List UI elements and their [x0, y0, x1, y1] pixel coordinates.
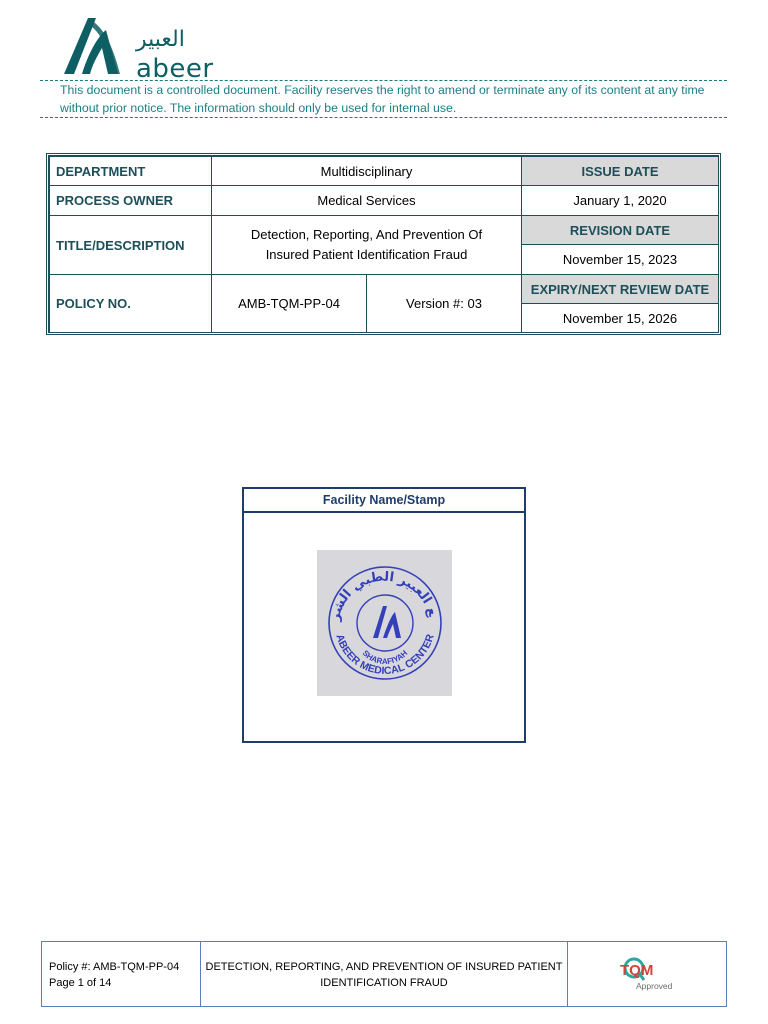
- expiry-date-label: EXPIRY/NEXT REVIEW DATE: [522, 275, 719, 304]
- issue-date-value: January 1, 2020: [522, 186, 719, 216]
- process-owner-value: Medical Services: [212, 186, 522, 216]
- tqm-logo-text: TQM: [620, 962, 654, 979]
- abeer-logo: [58, 14, 228, 84]
- footer-policy-cell: [42, 942, 201, 1006]
- footer-title: DETECTION, REPORTING, AND PREVENTION OF INSURED PATIENT IDENTIFICATION FRAUD: [201, 942, 568, 1006]
- revision-date-label: REVISION DATE: [522, 216, 719, 245]
- stamp-location-text: SHARAFIYAH: [360, 648, 410, 667]
- stamp-seal-icon: [317, 550, 452, 696]
- version-value: Version #: 03: [367, 275, 522, 333]
- policy-no-label: POLICY NO.: [50, 275, 212, 333]
- stamp-english-text: ABEER MEDICAL CENTER: [333, 632, 437, 678]
- abeer-logo-mark-icon: [58, 14, 126, 76]
- logo-english-text: abeer: [136, 54, 214, 84]
- department-value: Multidisciplinary: [212, 157, 522, 186]
- expiry-date-value: November 15, 2026: [522, 304, 719, 333]
- facility-stamp-image: [317, 550, 452, 696]
- facility-stamp-heading: Facility Name/Stamp: [244, 489, 524, 513]
- footer-page-number: Page 1 of 14: [49, 977, 112, 989]
- process-owner-label: PROCESS OWNER: [50, 186, 212, 216]
- facility-stamp-box: [242, 487, 526, 743]
- revision-date-value: November 15, 2023: [522, 245, 719, 275]
- tqm-approved-logo-icon: [568, 942, 726, 1006]
- document-info-table: [46, 153, 721, 335]
- policy-no-value: AMB-TQM-PP-04: [212, 275, 367, 333]
- svg-text:ABEER MEDICAL CENTER: [333, 632, 436, 677]
- header-divider-bottom: [40, 117, 727, 118]
- logo-arabic-text: العبير: [136, 27, 185, 52]
- stamp-arabic-text: ع العبير الطبي الشر: [327, 569, 441, 623]
- issue-date-label: ISSUE DATE: [522, 157, 719, 186]
- page-footer: [41, 941, 727, 1007]
- footer-logo-cell: [568, 942, 726, 1006]
- title-value: Detection, Reporting, And Prevention Of Insured Patient Identification Fraud: [212, 216, 522, 275]
- footer-policy-number: Policy #: AMB-TQM-PP-04: [49, 961, 180, 973]
- department-label: DEPARTMENT: [50, 157, 212, 186]
- tqm-approved-text: Approved: [636, 981, 673, 991]
- controlled-document-notice: This document is a controlled document. Facility reserves the right to amend or terminate any of its content at any time without prior notice. The information should only be used for internal use.: [60, 83, 705, 115]
- svg-text:مجمع العبير الطبي الشرفية: [317, 550, 440, 623]
- title-label: TITLE/DESCRIPTION: [50, 216, 212, 275]
